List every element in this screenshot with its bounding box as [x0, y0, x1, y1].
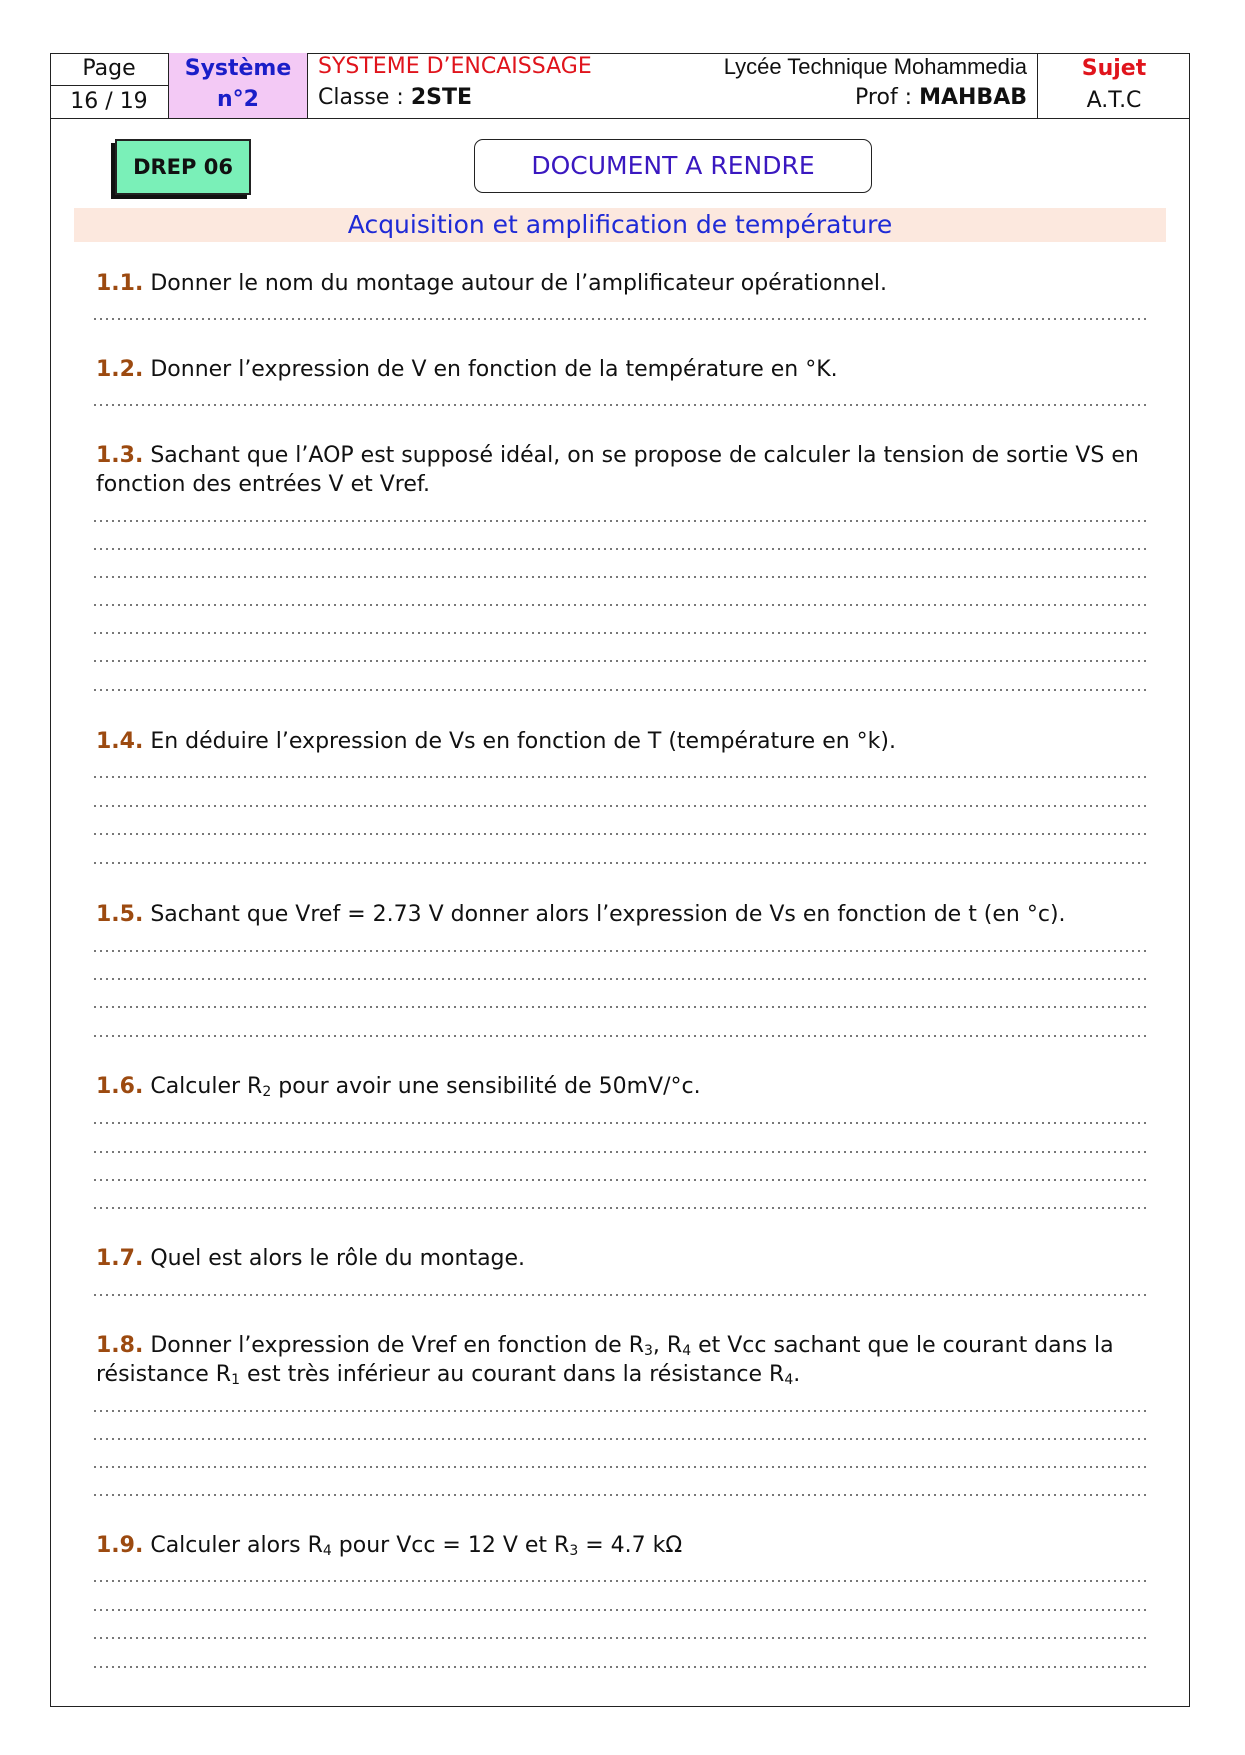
- system-label: Système: [184, 56, 292, 81]
- info-cell: [308, 53, 1038, 118]
- answer-line[interactable]: [92, 520, 1150, 522]
- answer-line[interactable]: [92, 1494, 1150, 1496]
- question-text: Sachant que l’AOP est supposé idéal, on se propose de calculer la tension de sortie VS en fonction des entrées V et Vref.: [96, 443, 1139, 497]
- answer-line[interactable]: [92, 950, 1150, 952]
- answer-line[interactable]: [92, 978, 1150, 980]
- answer-line[interactable]: [92, 1294, 1150, 1296]
- answer-line[interactable]: [92, 548, 1150, 550]
- drep-badge: DREP 06: [115, 139, 251, 195]
- header-table: [50, 53, 1190, 119]
- question-number: 1.4.: [96, 729, 144, 754]
- class-value: 2STE: [410, 85, 472, 110]
- answer-line[interactable]: [92, 862, 1150, 864]
- answer-line[interactable]: [92, 1035, 1150, 1037]
- page-label: Page: [50, 53, 168, 86]
- system-cell: [169, 53, 308, 118]
- answer-line[interactable]: [92, 1122, 1150, 1124]
- question-1-1: [96, 269, 1166, 298]
- answer-line[interactable]: [92, 1410, 1150, 1412]
- answer-line[interactable]: [92, 318, 1150, 320]
- question-number: 1.1.: [96, 271, 144, 296]
- answer-line[interactable]: [92, 1666, 1150, 1668]
- question-number: 1.2.: [96, 357, 144, 382]
- answer-line[interactable]: [92, 660, 1150, 662]
- answer-line[interactable]: [92, 1609, 1150, 1611]
- answer-line[interactable]: [92, 1637, 1150, 1639]
- class-label: Classe :: [318, 85, 411, 110]
- question-1-3: [96, 441, 1166, 499]
- header-title: SYSTEME D’ENCAISSAGE: [318, 54, 592, 79]
- question-text: Sachant que Vref = 2.73 V donner alors l’expression de Vs en fonction de t (en °c).: [150, 902, 1066, 927]
- prof-label: Prof :: [855, 85, 920, 110]
- answer-line[interactable]: [92, 1006, 1150, 1008]
- answer-line[interactable]: [92, 1466, 1150, 1468]
- question-text: Calculer $R_2$ pour avoir une sensibilité de 50mV/°c.: [150, 1074, 701, 1100]
- question-text: Calculer alors $R_4$ pour Vcc = 12 V et $R_3 = 4.7$ kΩ: [150, 1533, 683, 1559]
- question-number: 1.3.: [96, 443, 144, 468]
- page-cell: [50, 53, 169, 118]
- question-1-5: [96, 900, 1166, 929]
- question-number: 1.5.: [96, 902, 144, 927]
- question-text: En déduire l’expression de Vs en fonction de T (température en °k).: [150, 729, 896, 754]
- question-1-4: [96, 727, 1166, 756]
- subject-label: Sujet: [1081, 56, 1147, 81]
- answer-line[interactable]: [92, 1580, 1150, 1582]
- class-line: [318, 85, 472, 110]
- page-number: 16 / 19: [70, 89, 148, 114]
- question-1-6: [96, 1072, 1166, 1101]
- system-number: n°2: [217, 87, 259, 112]
- prof-value: MAHBAB: [919, 85, 1027, 110]
- prof-line: [855, 85, 1027, 110]
- question-number: 1.7.: [96, 1246, 144, 1271]
- answer-line[interactable]: [92, 1179, 1150, 1181]
- question-number: 1.6.: [96, 1074, 144, 1099]
- answer-line[interactable]: [92, 1207, 1150, 1209]
- question-text: Donner le nom du montage autour de l’amplificateur opérationnel.: [150, 271, 887, 296]
- page-frame: [50, 53, 1190, 1707]
- question-1-9: [96, 1531, 1166, 1560]
- answer-line[interactable]: [92, 632, 1150, 634]
- document-title: DOCUMENT A RENDRE: [474, 139, 872, 193]
- answer-line[interactable]: [92, 576, 1150, 578]
- school-name: Lycée Technique Mohammedia: [723, 54, 1027, 79]
- question-1-8: [96, 1331, 1166, 1389]
- question-text: Quel est alors le rôle du montage.: [150, 1246, 526, 1271]
- answer-line[interactable]: [92, 404, 1150, 406]
- question-number: 1.9.: [96, 1533, 144, 1558]
- answer-line[interactable]: [92, 776, 1150, 778]
- question-1-7: [96, 1244, 1166, 1273]
- answer-line[interactable]: [92, 833, 1150, 835]
- subject-value: A.T.C: [1086, 88, 1142, 113]
- answer-line[interactable]: [92, 1151, 1150, 1153]
- answer-line[interactable]: [92, 604, 1150, 606]
- subject-cell: [1038, 53, 1190, 118]
- question-number: 1.8.: [96, 1333, 144, 1358]
- question-1-2: [96, 355, 1166, 384]
- question-text: Donner l’expression de V en fonction de la température en °K.: [150, 357, 838, 382]
- section-title: Acquisition et amplification de température: [74, 208, 1166, 242]
- answer-line[interactable]: [92, 805, 1150, 807]
- question-text: Donner l’expression de Vref en fonction de $R_3$, $R_4$ et Vcc sachant que le courant dans la résistance $R_1$ est très inférieur au courant dans la résistance $R_4$.: [96, 1333, 1114, 1388]
- answer-line[interactable]: [92, 1438, 1150, 1440]
- answer-line[interactable]: [92, 689, 1150, 691]
